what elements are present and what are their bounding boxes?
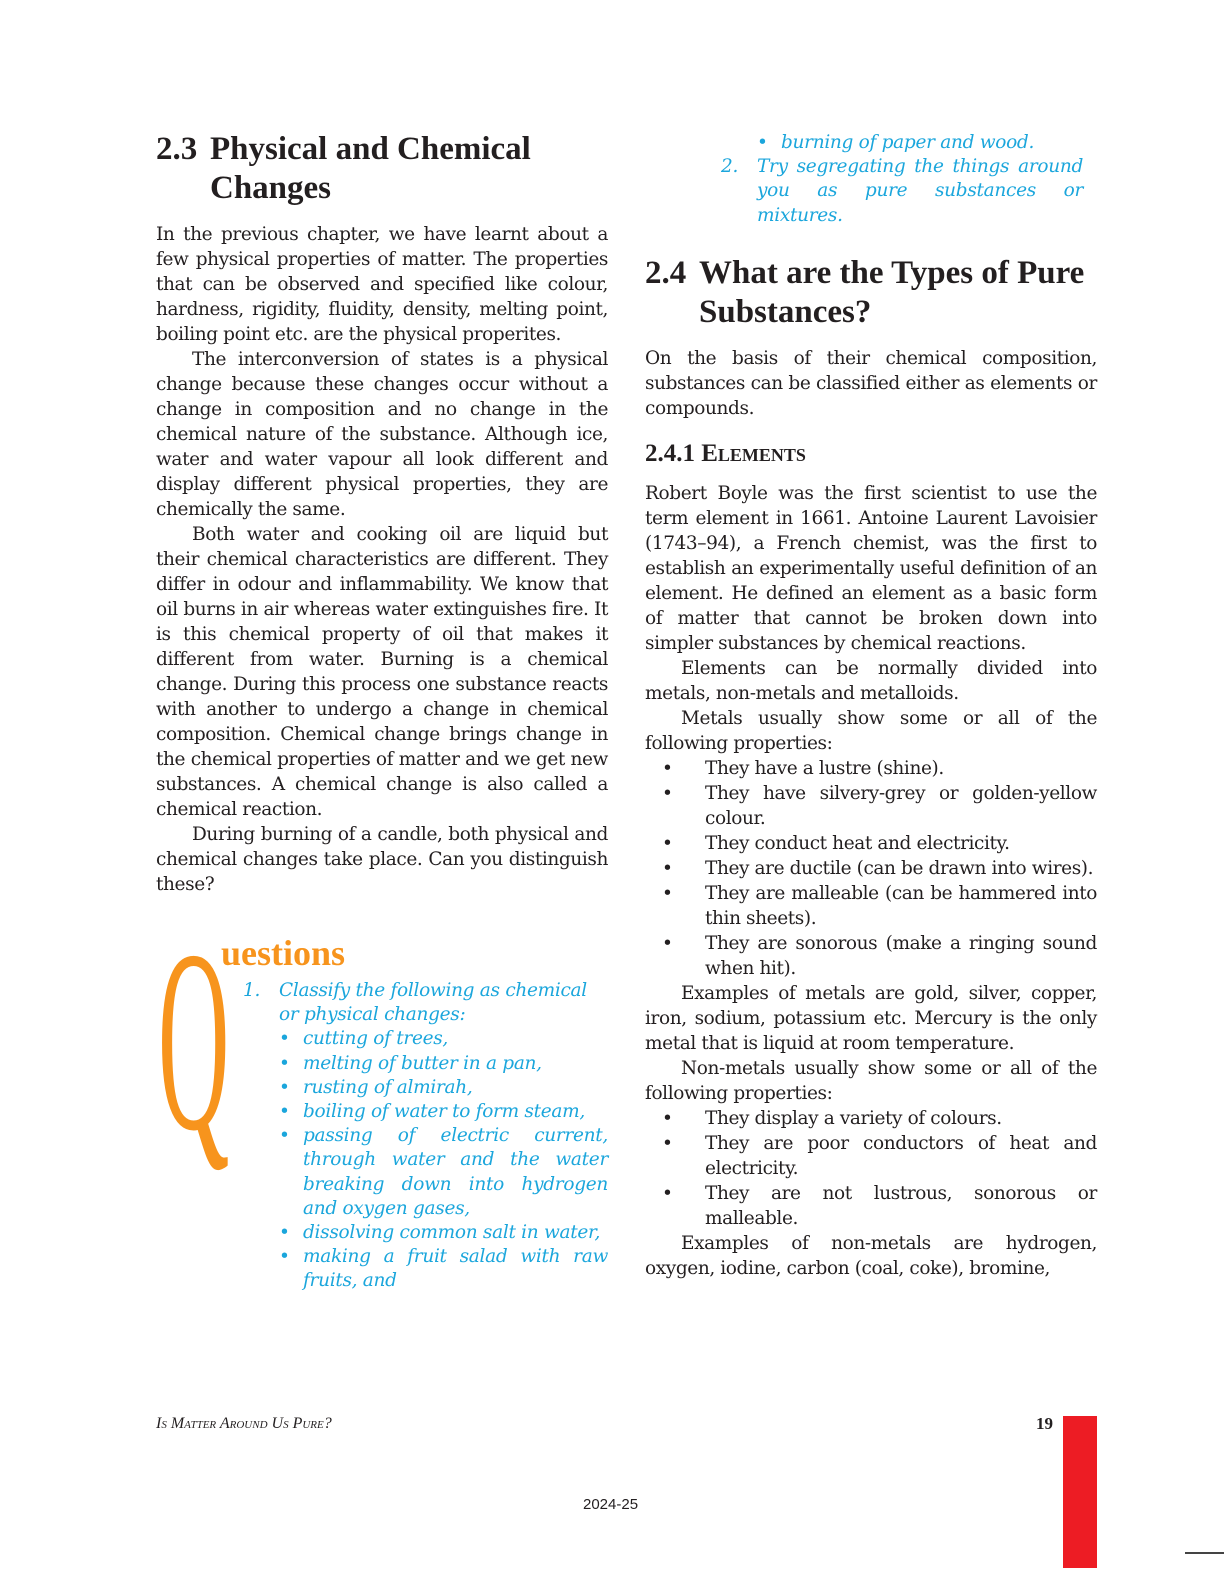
questions-box [156,897,608,1294]
question-list [243,979,608,1294]
question-2: 2. Try segregating the things around you as pure substances or mixtures. [721,156,1083,226]
right-column [645,131,1097,1281]
paragraph: In the previous chapter, we have learnt about a few physical properties of matter. The properties that can be observed and specified like colour, hardness, rigidity, fluidity, density, melting point, boiling point etc. are the physical properites. [156,224,608,345]
list-item: • They have a lustre (shine). [645,756,1097,781]
list-item: • They are sonorous (make a ringing sound when hit). [645,931,1097,981]
section-heading-2-3: 2.3 Physical and Chemical Changes [156,131,531,206]
metal-properties-list [645,756,1097,981]
list-item: • They conduct heat and electricity. [645,831,1097,856]
question-item: • passing of electric current, through water and the water breaking down into hydrogen and oxygen gases, [279,1124,608,1221]
list-item: • They are malleable (can be hammered into thin sheets). [645,881,1097,931]
nonmetal-properties-list [645,1106,1097,1231]
question-item: • making a fruit salad with raw fruits, and [279,1245,608,1293]
question-item: • melting of butter in a pan, [279,1052,608,1076]
corner-mark [1185,1552,1224,1570]
list-item: • They are ductile (can be drawn into wires). [645,856,1097,881]
paragraph: During burning of a candle, both physical and chemical changes take place. Can you distinguish these? [156,824,608,895]
list-item: • They have silvery-grey or golden-yellow colour. [645,781,1097,831]
question-item: • boiling of water to form steam, [279,1100,608,1124]
question-item: • dissolving common salt in water, [279,1221,608,1245]
questions-title: uestions [221,933,346,973]
paragraph: Metals usually show some or all of the following properties: [645,707,1097,754]
paragraph: Robert Boyle was the first scientist to use the term element in 1661. Antoine Laurent Lavoisier (1743–94), a French chemist, was the first to establish an experimentally useful definition of an element. He defined an element as a basic form of matter that cannot be broken down into simpler substances by chemical reactions. [645,482,1097,654]
question-1: 1. Classify the following as chemical or physical changes: • cutting of trees, • melting of butter in a pan, • rusting of almirah, • boiling of water to form steam, • passing of electric current, through water and the water breaking down into hydrogen and oxygen gases, • dissolving common salt in water, • making a fruit salad with raw fruits, and [243,979,608,1294]
question-continued [721,131,1083,228]
left-column [156,130,608,1294]
paragraph: Both water and cooking oil are liquid but their chemical characteristics are different. They differ in odour and inflammability. We know that oil burns in air whereas water extinguishes fire. It is this chemical property of oil that makes it different from water. Burning is a chemical change. During this process one substance reacts with another to undergo a change in chemical composition. Chemical change brings change in the chemical properties of matter and we get new substances. A chemical change is also called a chemical reaction. [156,524,608,820]
list-item: • They display a variety of colours. [645,1106,1097,1131]
page-number: 19 [1036,1414,1053,1433]
paragraph: The interconversion of states is a physical change because these changes occur without a change in composition and no change in the chemical nature of the substance. Although ice, water and water vapour all look different and display different physical properties, they are chemically the same. [156,349,608,520]
paragraph: Examples of metals are gold, silver, copper, iron, sodium, potassium etc. Mercury is the only metal that is liquid at room temperature. [645,982,1097,1054]
chapter-tab [1063,1416,1097,1568]
edition-year: 2024-25 [583,1496,639,1513]
section-heading-2-4: 2.4 What are the Types of Pure Substances? [645,254,1085,330]
subsection-heading: 2.4.1 Elements [645,439,806,467]
question-item: • burning of paper and wood. [757,131,1083,155]
paragraph: On the basis of their chemical composition, substances can be classified either as elements or compounds. [645,347,1097,419]
list-item: • They are not lustrous, sonorous or malleable. [645,1181,1097,1231]
list-item: • They are poor conductors of heat and electricity. [645,1131,1097,1181]
questions-initial-q: Q [158,897,230,1185]
paragraph: Elements can be normally divided into metals, non-metals and metalloids. [645,657,1097,704]
paragraph: Non-metals usually show some or all of the following properties: [645,1057,1097,1104]
paragraph: Examples of non-metals are hydrogen, oxygen, iodine, carbon (coal, coke), bromine, [645,1232,1097,1279]
question-item: • cutting of trees, [279,1027,608,1051]
question-item: • rusting of almirah, [279,1076,608,1100]
running-footer-title: Is Matter Around Us Pure? [156,1415,332,1432]
